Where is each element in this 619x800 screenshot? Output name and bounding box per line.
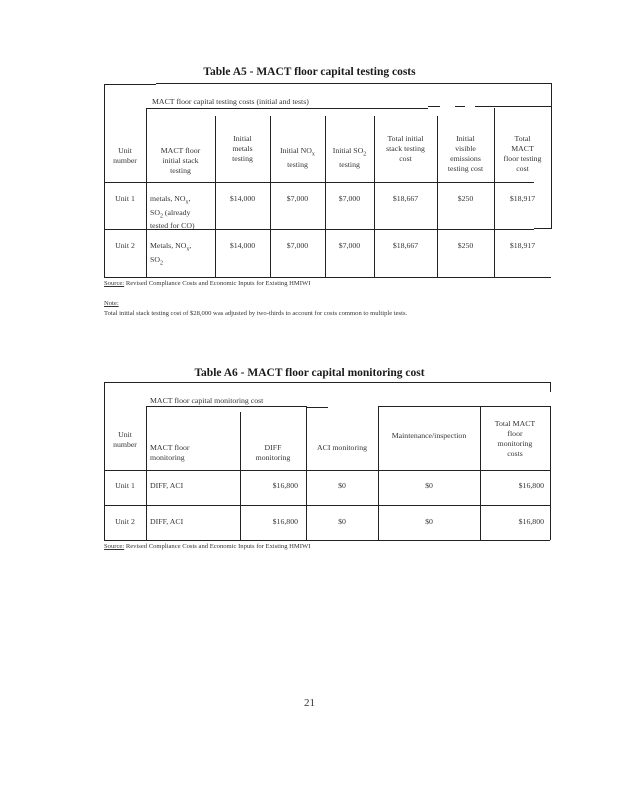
a5-header-unit: Unit number: [113, 146, 137, 165]
a5-source: Source: Revised Compliance Costs and Economic Inputs for Existing HMIWI: [104, 280, 311, 287]
a5-row1-total-mact: $18,917: [509, 194, 536, 203]
a5-row1-visible: $250: [457, 194, 474, 203]
a6-header-aci: ACI monitoring: [316, 443, 368, 452]
a5-row2-visible: $250: [457, 241, 474, 250]
a6-top-rule-tick: [550, 382, 551, 392]
a6-border-right: [550, 406, 551, 540]
a5-group-dash-3: [475, 106, 551, 107]
page-number: 21: [304, 697, 315, 709]
a5-group-header: MACT floor capital testing costs (initial and tests): [152, 97, 309, 106]
a6-row2-unit: Unit 2: [115, 517, 135, 526]
a6-source: Source: Revised Compliance Costs and Economic Inputs for Existing HMIWI: [104, 543, 311, 550]
a6-row1-mact: DIFF, ACI: [150, 481, 184, 490]
a6-group-underline-right: [378, 406, 550, 407]
a5-note-label: Note:: [104, 300, 119, 307]
a5-border-right: [551, 108, 552, 229]
a6-group-dash: [306, 407, 328, 408]
a5-header-rule: [104, 182, 534, 183]
a6-row1-diff: $16,800: [272, 481, 298, 490]
a5-header-total-initial: Total initial stack testing cost: [386, 134, 425, 163]
a5-row1-total-initial: $18,667: [392, 194, 419, 203]
a5-row2-stack: Metals, $NO_x$, $SO_2$: [150, 241, 192, 267]
a5-row1-so2: $7,000: [338, 194, 361, 203]
a5-row2-unit: Unit 2: [115, 241, 135, 250]
a6-row1-unit: Unit 1: [115, 481, 135, 490]
a5-col-div-1: [146, 108, 147, 278]
a5-header-nox: Initial $NO_x$ testing: [280, 146, 315, 169]
a6-group-underline: [146, 406, 306, 407]
a5-header-metals: Initial metals testing: [232, 134, 253, 163]
a6-group-header: MACT floor capital monitoring cost: [150, 396, 264, 405]
a6-header-total: Total MACT floor monitoring costs: [494, 419, 536, 458]
a5-bottom-rule: [104, 277, 551, 278]
a6-header-maint: Maintenance/inspection: [391, 431, 467, 440]
a6-col-div-1: [146, 406, 147, 540]
a6-row1-total: $16,800: [518, 481, 544, 490]
a5-row2-total-initial: $18,667: [392, 241, 419, 250]
a6-row2-diff: $16,800: [272, 517, 298, 526]
a5-header-total-mact: Total MACT floor testing cost: [503, 134, 542, 173]
a5-row1-stack: metals, $NO_x$, $SO_2$ (already tested for CO): [150, 194, 195, 231]
a6-row2-mact: DIFF, ACI: [150, 517, 184, 526]
a5-group-dash-2: [455, 106, 465, 107]
a5-row2-metals: $14,000: [229, 241, 256, 250]
a5-group-underline: [146, 108, 428, 109]
a5-border-right-top: [551, 83, 552, 108]
a5-row1-rule-end: [534, 228, 551, 229]
a5-header-visible: Initial visible emissions testing cost: [447, 134, 484, 173]
a5-row1-metals: $14,000: [229, 194, 256, 203]
a6-row1-rule: [104, 505, 550, 506]
a6-header-unit: Unit number: [113, 430, 137, 449]
a6-top-rule: [104, 382, 550, 383]
a5-row2-so2: $7,000: [338, 241, 361, 250]
a6-row2-total: $16,800: [518, 517, 544, 526]
table-a6-title: Table A6 - MACT floor capital monitoring cost: [194, 367, 425, 379]
a6-header-diff: DIFF monitoring: [255, 443, 291, 462]
a5-row1-nox: $7,000: [286, 194, 309, 203]
a5-row2-total-mact: $18,917: [509, 241, 536, 250]
a5-top-rule-left: [104, 84, 156, 85]
a5-row1-unit: Unit 1: [115, 194, 135, 203]
a5-note-text: Total initial stack testing cost of $28,000 was adjusted by two-thirds to account for costs common to multiple tests.: [104, 310, 408, 317]
a6-row1-aci: $0: [338, 481, 346, 490]
a5-header-stack: MACT floor initial stack testing: [160, 146, 201, 175]
a5-top-rule: [156, 83, 551, 84]
a6-header-mact: MACT floor monitoring: [150, 443, 190, 462]
a6-header-rule: [104, 470, 550, 471]
a5-header-so2: Initial $SO_2$ testing: [332, 146, 367, 169]
a6-row2-aci: $0: [338, 517, 346, 526]
a6-bottom-rule: [104, 540, 550, 541]
a5-row2-nox: $7,000: [286, 241, 309, 250]
a6-row2-maint: $0: [425, 517, 433, 526]
a6-row1-maint: $0: [425, 481, 433, 490]
table-a5-title: Table A5 - MACT floor capital testing costs: [203, 66, 416, 78]
